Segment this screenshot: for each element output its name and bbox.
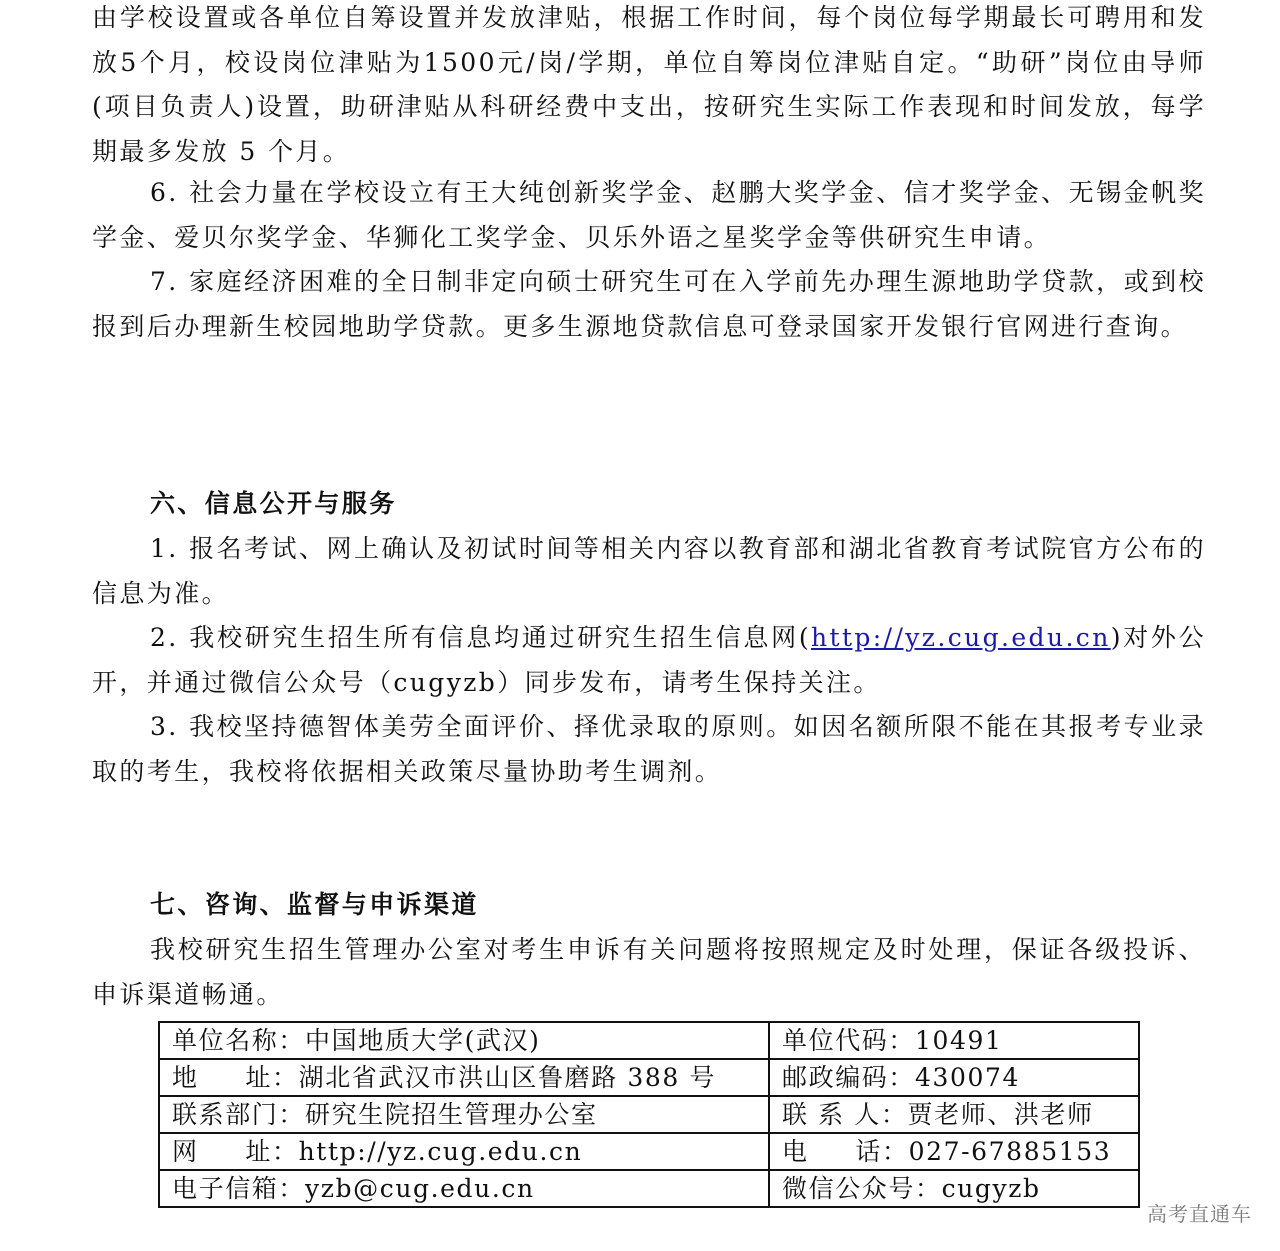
cell-separator: ： [888, 1026, 916, 1055]
phone-cell [769, 1133, 1139, 1170]
cell-separator: ： [278, 1100, 306, 1129]
cell-label: 单位名称 [172, 1026, 279, 1055]
cell-separator: ： [272, 1137, 299, 1166]
contact-info-table [158, 1021, 1140, 1208]
wechat-account-cell [769, 1170, 1139, 1207]
cell-separator: ： [882, 1137, 909, 1166]
cell-separator: ： [915, 1174, 942, 1203]
cell-label: 地 址 [172, 1063, 272, 1092]
cell-label: 微信公众号 [782, 1174, 916, 1203]
paragraph-item-6-scholarships: 6. 社会力量在学校设立有王大纯创新奖学金、赵鹏大奖学金、信才奖学金、无锡金帆奖学金、爱贝尔奖学金、华狮化工奖学金、贝乐外语之星奖学金等供研究生申请。 [92, 178, 1206, 252]
cell-label: 电 话 [782, 1137, 882, 1166]
cell-separator: ： [880, 1100, 908, 1129]
section-6-item-1: 1. 报名考试、网上确认及初试时间等相关内容以教育部和湖北省教育考试院官方公布的信息为准。 [92, 534, 1206, 608]
cell-value: 贾老师、洪老师 [907, 1100, 1094, 1129]
table-row [159, 1022, 1139, 1059]
contact-person-cell [769, 1096, 1139, 1133]
unit-code-cell [769, 1022, 1139, 1059]
section-7-heading: 七、咨询、监督与申诉渠道 [150, 890, 479, 919]
cell-label: 单位代码 [782, 1026, 889, 1055]
watermark: 高考直通车 [1147, 1202, 1252, 1226]
cell-separator: ： [272, 1063, 299, 1092]
website-cell [159, 1133, 769, 1170]
cell-separator: ： [278, 1026, 306, 1055]
cell-value: cugyzb [941, 1174, 1041, 1203]
cell-value: 430074 [915, 1063, 1021, 1092]
unit-name-cell [159, 1022, 769, 1059]
cell-label: 网 址 [172, 1137, 272, 1166]
department-cell [159, 1096, 769, 1133]
section-6-item-3: 3. 我校坚持德智体美劳全面评价、择优录取的原则。如因名额所限不能在其报考专业录取的考生，我校将依据相关政策尽量协助考生调剂。 [92, 712, 1206, 786]
cell-label: 邮政编码 [782, 1063, 889, 1092]
email-cell [159, 1170, 769, 1207]
table-row [159, 1096, 1139, 1133]
website-value[interactable]: http://yz.cug.edu.cn [298, 1137, 583, 1166]
table-row [159, 1059, 1139, 1096]
table-row [159, 1133, 1139, 1170]
cell-value: 研究生院招生管理办公室 [305, 1100, 598, 1129]
postcode-cell [769, 1059, 1139, 1096]
cell-label: 电子信箱 [172, 1174, 279, 1203]
cell-value: 湖北省武汉市洪山区鲁磨路 388 号 [298, 1063, 717, 1092]
paragraph-item-7-student-loans: 7. 家庭经济困难的全日制非定向硕士研究生可在入学前先办理生源地助学贷款，或到校报到后办理新生校园地助学贷款。更多生源地贷款信息可登录国家开发银行官网进行查询。 [92, 267, 1206, 341]
section-6-item-2 [92, 616, 1206, 705]
address-cell [159, 1059, 769, 1096]
section-6-heading: 六、信息公开与服务 [150, 489, 397, 518]
item-2-text-before-link: 2. 我校研究生招生所有信息均通过研究生招生信息网( [150, 623, 811, 652]
table-row [159, 1170, 1139, 1207]
admissions-website-link[interactable]: http://yz.cug.edu.cn [811, 623, 1111, 652]
item-2-text-after-link: )对外公开，并通过微信公众号（cugyzb）同步发布，请考生保持关注。 [92, 623, 1206, 697]
cell-value: 10491 [915, 1026, 1003, 1055]
section-7-intro: 我校研究生招生管理办公室对考生申诉有关问题将按照规定及时处理，保证各级投诉、申诉渠道畅通。 [92, 935, 1206, 1009]
cell-separator: ： [278, 1174, 306, 1203]
cell-label: 联 系 人 [782, 1100, 881, 1129]
paragraph-assistantship-continued: 由学校设置或各单位自筹设置并发放津贴，根据工作时间，每个岗位每学期最长可聘用和发放5个月，校设岗位津贴为1500元/岗/学期，单位自筹岗位津贴自定。“助研”岗位由导师(项目负责人)设置，助研津贴从科研经费中支出，按研究生实际工作表现和时间发放，每学期最多发放 5 个月。 [92, 3, 1206, 166]
cell-value: 中国地质大学(武汉) [305, 1026, 541, 1055]
cell-separator: ： [888, 1063, 916, 1092]
cell-value: 027-67885153 [908, 1137, 1112, 1166]
cell-label: 联系部门 [172, 1100, 279, 1129]
email-value[interactable]: yzb@cug.edu.cn [305, 1174, 535, 1203]
